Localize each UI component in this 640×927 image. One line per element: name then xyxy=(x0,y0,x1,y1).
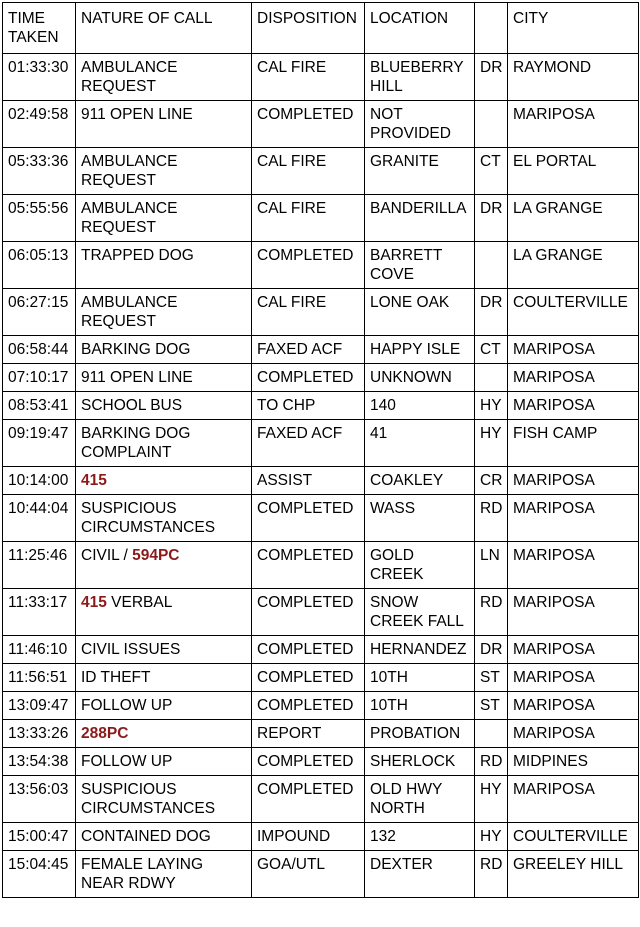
disposition-cell: COMPLETED xyxy=(252,748,365,776)
location-cell: 140 xyxy=(365,392,475,420)
nature-cell: AMBULANCE REQUEST xyxy=(76,289,252,336)
disposition-cell: COMPLETED xyxy=(252,242,365,289)
table-row xyxy=(3,289,639,336)
disposition-cell: ASSIST xyxy=(252,467,365,495)
direction-cell: DR xyxy=(475,195,508,242)
time-cell: 11:46:10 xyxy=(3,636,76,664)
table-row xyxy=(3,589,639,636)
location-cell: SHERLOCK xyxy=(365,748,475,776)
time-cell: 08:53:41 xyxy=(3,392,76,420)
header-location: LOCATION xyxy=(365,3,475,54)
time-cell: 07:10:17 xyxy=(3,364,76,392)
header-city: CITY xyxy=(508,3,639,54)
city-cell: RAYMOND xyxy=(508,54,639,101)
nature-prefix: CIVIL / xyxy=(81,547,133,564)
city-cell: MARIPOSA xyxy=(508,776,639,823)
table-row xyxy=(3,420,639,467)
nature-cell: 911 OPEN LINE xyxy=(76,101,252,148)
table-row xyxy=(3,636,639,664)
table-row xyxy=(3,101,639,148)
direction-cell: LN xyxy=(475,542,508,589)
time-cell: 11:33:17 xyxy=(3,589,76,636)
location-cell: WASS xyxy=(365,495,475,542)
city-cell: MIDPINES xyxy=(508,748,639,776)
disposition-cell: CAL FIRE xyxy=(252,54,365,101)
direction-cell: CT xyxy=(475,148,508,195)
city-cell: MARIPOSA xyxy=(508,636,639,664)
direction-cell: CR xyxy=(475,467,508,495)
direction-cell: DR xyxy=(475,54,508,101)
direction-cell: DR xyxy=(475,289,508,336)
disposition-cell: COMPLETED xyxy=(252,664,365,692)
time-cell: 11:25:46 xyxy=(3,542,76,589)
nature-cell: SCHOOL BUS xyxy=(76,392,252,420)
disposition-cell: COMPLETED xyxy=(252,101,365,148)
nature-cell: TRAPPED DOG xyxy=(76,242,252,289)
nature-cell: AMBULANCE REQUEST xyxy=(76,195,252,242)
location-cell: DEXTER xyxy=(365,851,475,898)
location-cell: BLUEBERRY HILL xyxy=(365,54,475,101)
header-direction xyxy=(475,3,508,54)
disposition-cell: REPORT xyxy=(252,720,365,748)
header-disposition: DISPOSITION xyxy=(252,3,365,54)
nature-cell: CONTAINED DOG xyxy=(76,823,252,851)
nature-cell: BARKING DOG COMPLAINT xyxy=(76,420,252,467)
disposition-cell: CAL FIRE xyxy=(252,148,365,195)
time-cell: 01:33:30 xyxy=(3,54,76,101)
location-cell: UNKNOWN xyxy=(365,364,475,392)
table-row xyxy=(3,54,639,101)
direction-cell: HY xyxy=(475,776,508,823)
time-cell: 10:44:04 xyxy=(3,495,76,542)
direction-cell xyxy=(475,720,508,748)
location-cell: HERNANDEZ xyxy=(365,636,475,664)
city-cell: MARIPOSA xyxy=(508,392,639,420)
table-row xyxy=(3,542,639,589)
location-cell: HAPPY ISLE xyxy=(365,336,475,364)
table-row xyxy=(3,664,639,692)
city-cell: LA GRANGE xyxy=(508,242,639,289)
table-row xyxy=(3,242,639,289)
disposition-cell: COMPLETED xyxy=(252,636,365,664)
city-cell: MARIPOSA xyxy=(508,720,639,748)
penal-code: 415 xyxy=(81,594,107,611)
location-cell: 132 xyxy=(365,823,475,851)
direction-cell: DR xyxy=(475,636,508,664)
disposition-cell: COMPLETED xyxy=(252,692,365,720)
penal-code: 594PC xyxy=(132,547,180,564)
city-cell: MARIPOSA xyxy=(508,589,639,636)
table-row xyxy=(3,392,639,420)
time-cell: 15:04:45 xyxy=(3,851,76,898)
nature-cell xyxy=(76,589,252,636)
time-cell: 11:56:51 xyxy=(3,664,76,692)
city-cell: LA GRANGE xyxy=(508,195,639,242)
direction-cell: CT xyxy=(475,336,508,364)
location-cell: BARRETT COVE xyxy=(365,242,475,289)
disposition-cell: GOA/UTL xyxy=(252,851,365,898)
penal-code: 288PC xyxy=(81,725,129,742)
disposition-cell: CAL FIRE xyxy=(252,195,365,242)
disposition-cell: COMPLETED xyxy=(252,495,365,542)
location-cell: NOT PROVIDED xyxy=(365,101,475,148)
direction-cell: ST xyxy=(475,664,508,692)
location-cell: SNOW CREEK FALL xyxy=(365,589,475,636)
time-cell: 05:33:36 xyxy=(3,148,76,195)
location-cell: LONE OAK xyxy=(365,289,475,336)
city-cell: MARIPOSA xyxy=(508,542,639,589)
time-cell: 13:56:03 xyxy=(3,776,76,823)
time-cell: 10:14:00 xyxy=(3,467,76,495)
disposition-cell: FAXED ACF xyxy=(252,420,365,467)
direction-cell: HY xyxy=(475,420,508,467)
table-row xyxy=(3,195,639,242)
location-cell: 41 xyxy=(365,420,475,467)
disposition-cell: COMPLETED xyxy=(252,364,365,392)
city-cell: FISH CAMP xyxy=(508,420,639,467)
call-log-body xyxy=(3,54,639,898)
direction-cell: ST xyxy=(475,692,508,720)
location-cell: GRANITE xyxy=(365,148,475,195)
disposition-cell: COMPLETED xyxy=(252,542,365,589)
table-row xyxy=(3,720,639,748)
disposition-cell: COMPLETED xyxy=(252,776,365,823)
direction-cell: HY xyxy=(475,392,508,420)
city-cell: MARIPOSA xyxy=(508,101,639,148)
location-cell: 10TH xyxy=(365,692,475,720)
time-cell: 06:27:15 xyxy=(3,289,76,336)
city-cell: COULTERVILLE xyxy=(508,289,639,336)
penal-code: 415 xyxy=(81,472,107,489)
table-row xyxy=(3,336,639,364)
disposition-cell: CAL FIRE xyxy=(252,289,365,336)
table-row xyxy=(3,851,639,898)
time-cell: 13:33:26 xyxy=(3,720,76,748)
city-cell: MARIPOSA xyxy=(508,495,639,542)
location-cell: COAKLEY xyxy=(365,467,475,495)
nature-cell xyxy=(76,542,252,589)
table-row xyxy=(3,495,639,542)
time-cell: 06:58:44 xyxy=(3,336,76,364)
disposition-cell: TO CHP xyxy=(252,392,365,420)
header-nature: NATURE OF CALL xyxy=(76,3,252,54)
table-row xyxy=(3,748,639,776)
time-cell: 09:19:47 xyxy=(3,420,76,467)
direction-cell xyxy=(475,242,508,289)
city-cell: MARIPOSA xyxy=(508,364,639,392)
nature-cell: AMBULANCE REQUEST xyxy=(76,148,252,195)
direction-cell: RD xyxy=(475,851,508,898)
header-row xyxy=(3,3,639,54)
time-cell: 06:05:13 xyxy=(3,242,76,289)
nature-cell: SUSPICIOUS CIRCUMSTANCES xyxy=(76,495,252,542)
location-cell: BANDERILLA xyxy=(365,195,475,242)
nature-suffix: VERBAL xyxy=(106,594,173,611)
time-cell: 13:54:38 xyxy=(3,748,76,776)
table-row xyxy=(3,467,639,495)
header-time: TIME TAKEN xyxy=(3,3,76,54)
nature-cell xyxy=(76,467,252,495)
nature-cell: FOLLOW UP xyxy=(76,748,252,776)
city-cell: EL PORTAL xyxy=(508,148,639,195)
time-cell: 05:55:56 xyxy=(3,195,76,242)
direction-cell: RD xyxy=(475,589,508,636)
disposition-cell: FAXED ACF xyxy=(252,336,365,364)
nature-cell: AMBULANCE REQUEST xyxy=(76,54,252,101)
location-cell: OLD HWY NORTH xyxy=(365,776,475,823)
nature-cell: SUSPICIOUS CIRCUMSTANCES xyxy=(76,776,252,823)
city-cell: GREELEY HILL xyxy=(508,851,639,898)
nature-cell: CIVIL ISSUES xyxy=(76,636,252,664)
time-cell: 02:49:58 xyxy=(3,101,76,148)
city-cell: MARIPOSA xyxy=(508,467,639,495)
direction-cell xyxy=(475,101,508,148)
location-cell: PROBATION xyxy=(365,720,475,748)
location-cell: GOLD CREEK xyxy=(365,542,475,589)
direction-cell: RD xyxy=(475,748,508,776)
nature-cell: FOLLOW UP xyxy=(76,692,252,720)
disposition-cell: COMPLETED xyxy=(252,589,365,636)
location-cell: 10TH xyxy=(365,664,475,692)
table-row xyxy=(3,823,639,851)
table-row xyxy=(3,148,639,195)
city-cell: MARIPOSA xyxy=(508,692,639,720)
city-cell: MARIPOSA xyxy=(508,336,639,364)
time-cell: 15:00:47 xyxy=(3,823,76,851)
nature-cell: FEMALE LAYING NEAR RDWY xyxy=(76,851,252,898)
nature-cell xyxy=(76,720,252,748)
disposition-cell: IMPOUND xyxy=(252,823,365,851)
direction-cell: HY xyxy=(475,823,508,851)
table-row xyxy=(3,776,639,823)
table-row xyxy=(3,692,639,720)
direction-cell: RD xyxy=(475,495,508,542)
direction-cell xyxy=(475,364,508,392)
city-cell: COULTERVILLE xyxy=(508,823,639,851)
nature-cell: BARKING DOG xyxy=(76,336,252,364)
time-cell: 13:09:47 xyxy=(3,692,76,720)
call-log-table xyxy=(2,2,639,898)
city-cell: MARIPOSA xyxy=(508,664,639,692)
nature-cell: ID THEFT xyxy=(76,664,252,692)
table-row xyxy=(3,364,639,392)
nature-cell: 911 OPEN LINE xyxy=(76,364,252,392)
